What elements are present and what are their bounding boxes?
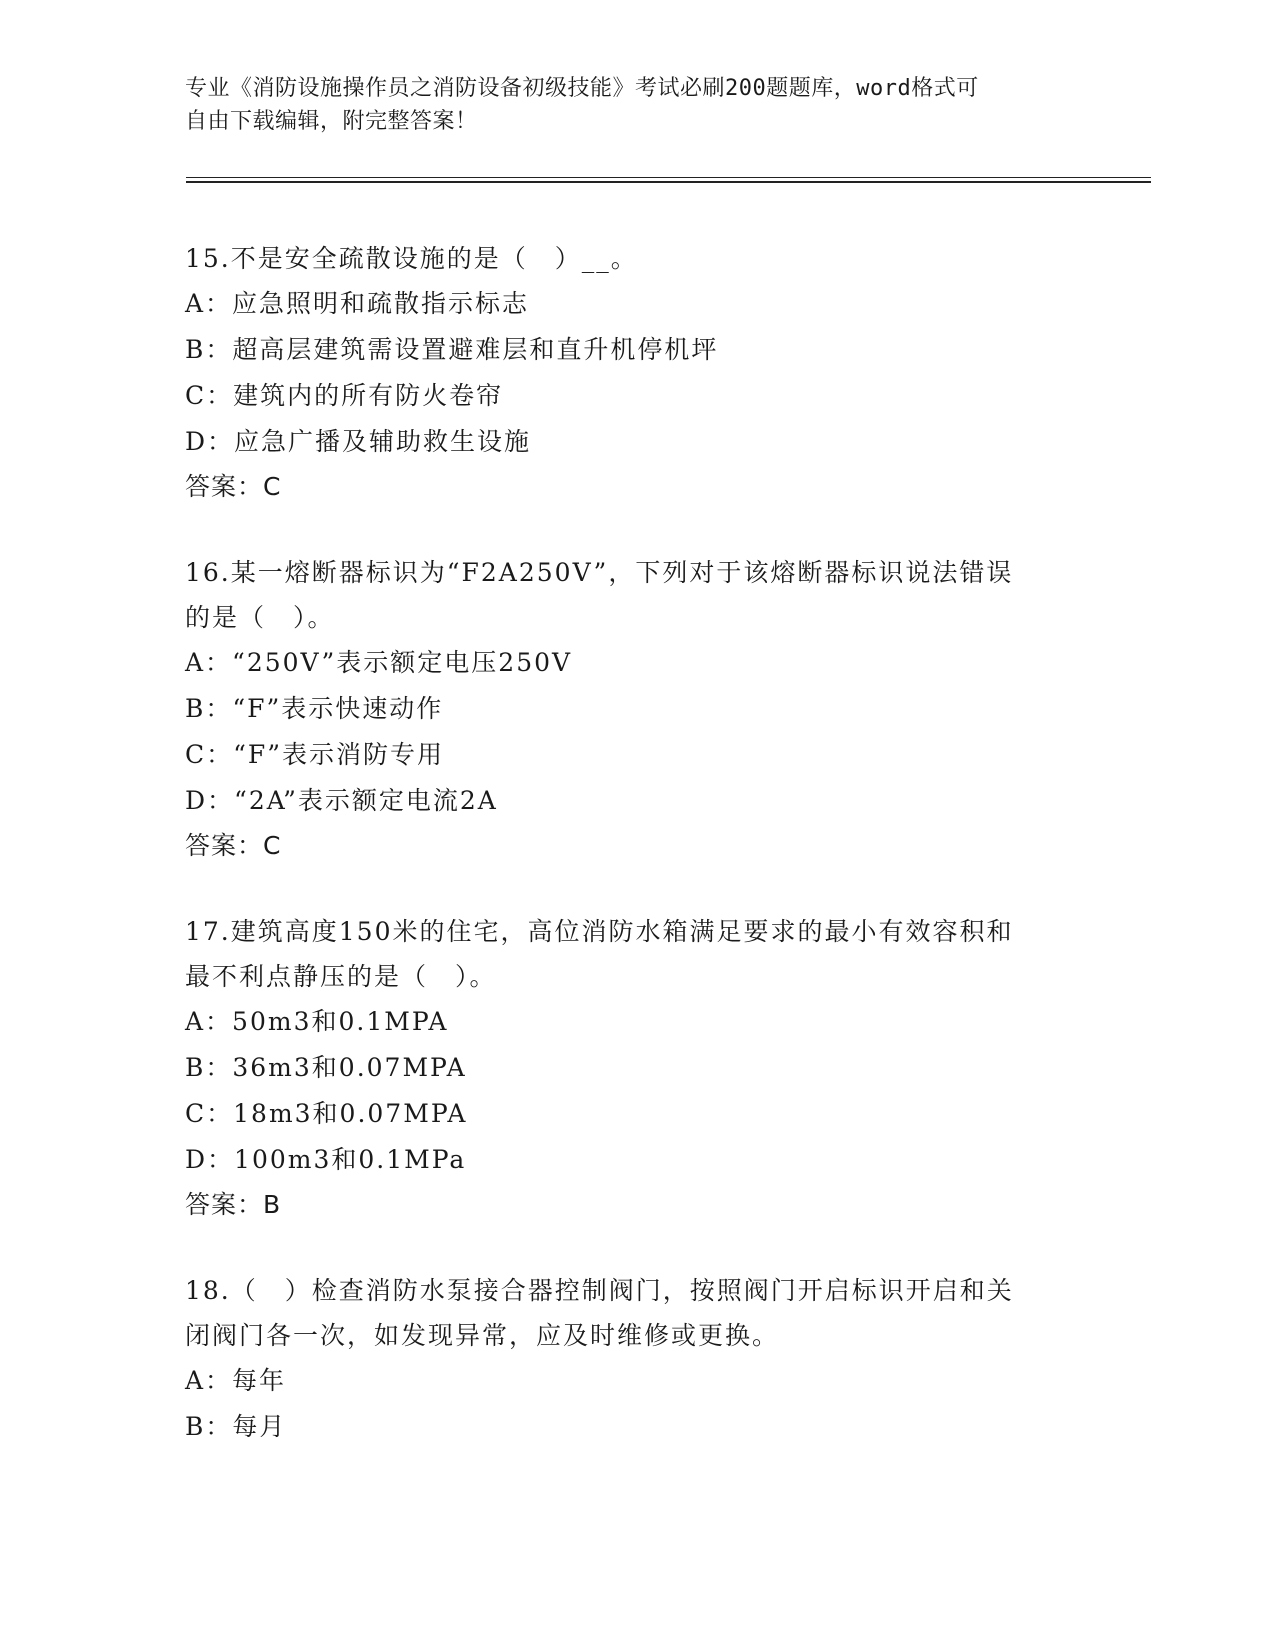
- option-a: A：每年: [185, 1366, 287, 1395]
- answer-line: 答案：B: [185, 1190, 282, 1219]
- option-a: A：“250V”表示额定电压250V: [185, 648, 573, 677]
- header-divider-thin: [186, 177, 1151, 178]
- question-18: [185, 1268, 1085, 1450]
- option-d: D：“2A”表示额定电流2A: [185, 786, 498, 815]
- question-list: [185, 236, 1085, 1491]
- question-text: 18.（ ）检查消防水泵接合器控制阀门，按照阀门开启标识开启和关: [185, 1276, 1014, 1305]
- header-line-1: 专业《消防设施操作员之消防设备初级技能》考试必刷200题题库，word格式可: [185, 76, 979, 101]
- question-16: [185, 550, 1085, 868]
- option-d: D：100m3和0.1MPa: [185, 1145, 467, 1174]
- question-text: 16.某一熔断器标识为“F2A250V”，下列对于该熔断器标识说法错误: [185, 558, 1014, 587]
- question-text: 15.不是安全疏散设施的是（ ）__。: [185, 244, 638, 273]
- question-text: 17.建筑高度150米的住宅，高位消防水箱满足要求的最小有效容积和: [185, 917, 1014, 946]
- option-c: C：建筑内的所有防火卷帘: [185, 381, 504, 410]
- option-a: A：应急照明和疏散指示标志: [185, 289, 530, 318]
- question-text-continued: 的是（ ）。: [185, 603, 335, 632]
- option-a: A：50m3和0.1MPA: [185, 1007, 449, 1036]
- answer-line: 答案：C: [185, 472, 282, 501]
- question-text-continued: 最不利点静压的是（ ）。: [185, 962, 497, 991]
- option-c: C：“F”表示消防专用: [185, 740, 445, 769]
- question-text-continued: 闭阀门各一次，如发现异常，应及时维修或更换。: [185, 1321, 780, 1350]
- option-d: D：应急广播及辅助救生设施: [185, 427, 532, 456]
- option-b: B：每月: [185, 1412, 287, 1441]
- option-b: B：超高层建筑需设置避难层和直升机停机坪: [185, 335, 719, 364]
- answer-line: 答案：C: [185, 831, 282, 860]
- header-line-2: 自由下载编辑，附完整答案！: [185, 109, 478, 134]
- option-b: B：“F”表示快速动作: [185, 694, 444, 723]
- question-15: [185, 236, 1085, 509]
- question-17: [185, 909, 1085, 1227]
- option-b: B：36m3和0.07MPA: [185, 1053, 467, 1082]
- document-header: [185, 72, 1065, 138]
- header-divider-thick: [186, 181, 1151, 183]
- option-c: C：18m3和0.07MPA: [185, 1099, 468, 1128]
